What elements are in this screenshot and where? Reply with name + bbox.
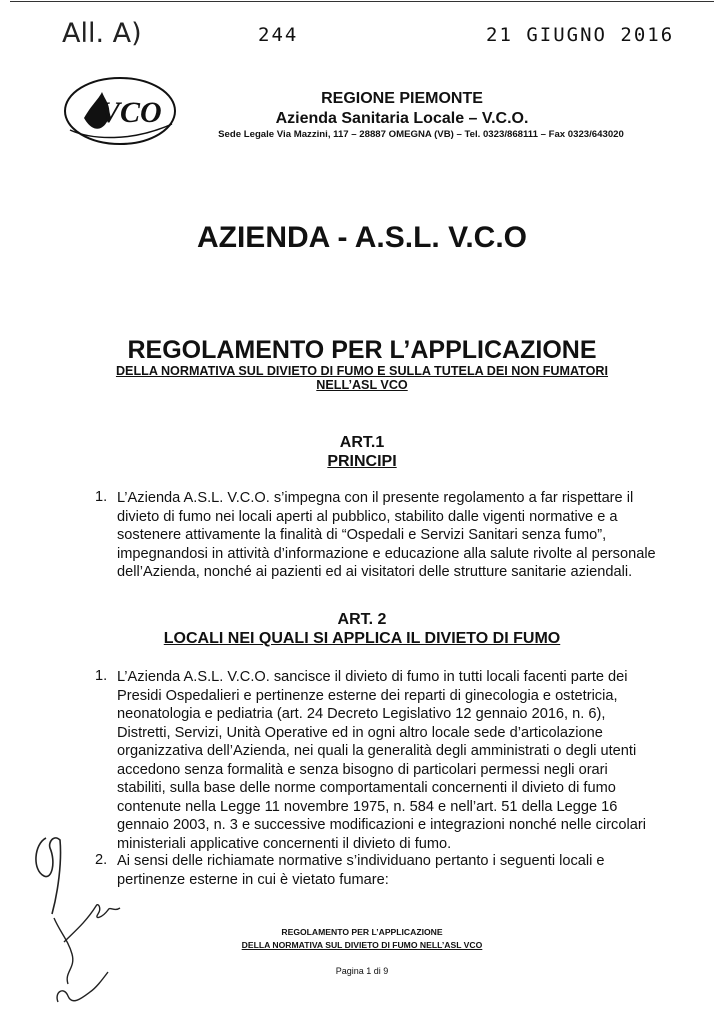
regulation-subtitle-line2: NELL’ASL VCO [316,378,408,392]
art2-item1-number: 1. [95,668,108,684]
art1-line: divieto di fumo nei locali aperti al pubblico, stabilito dalle vigenti normative e a [117,508,618,525]
legal-address: Sede Legale Via Mazzini, 117 – 28887 OMEGNA (VB) – Tel. 0323/868111 – Fax 0323/643020 [218,129,624,140]
art1-item-number: 1. [95,489,108,505]
art1-heading: PRINCIPI [327,453,397,470]
art2-item1-line: accedono senza formalità e senza bisogno di particolari permessi negli orari [117,761,608,778]
art2-item1-line: ministeriali applicative concernenti il divieto di fumo. [117,835,452,852]
art1-line: dell’Azienda, nonché ai pazienti ed ai visitatori delle strutture sanitarie aziendali. [117,564,633,580]
art1-line: impegnandosi in attività d’informazione e educazione alla salute rivolte al personale [117,545,656,562]
art2-item1-line: Distretti, Servizi, Unità Operative ed in ogni altro locale sede d’articolazione [117,724,603,741]
art2-item1-line: gennaio 2003, n. 3 e successive modificazioni e integrazioni nonché nelle circolari [117,817,646,833]
art1-line: L’Azienda A.S.L. V.C.O. s’impegna con il presente regolamento a far rispettare il [117,490,634,506]
art2-item2-line: Ai sensi delle richiamate normative s’individuano pertanto i seguenti locali e [117,853,605,869]
asl-name: Azienda Sanitaria Locale – V.C.O. [275,110,529,127]
handwritten-attachment-ref: All. A) [62,18,142,49]
art2-item1-line: L’Azienda A.S.L. V.C.O. sancisce il divieto di fumo in tutti locali facenti parte dei [117,669,628,685]
page-number: Pagina 1 di 9 [335,966,389,976]
art2-item1-line: stabiliti, sulla base delle norme comportamentali concernenti il divieto di fumo [117,780,616,796]
document-title: AZIENDA - A.S.L. V.C.O [196,221,528,254]
footer-line1: REGOLAMENTO PER L’APPLICAZIONE [281,927,443,937]
art2-heading: LOCALI NEI QUALI SI APPLICA IL DIVIETO DI FUMO [163,630,561,647]
art2-item1-paragraph [117,668,661,853]
art1-line: sostenere attivamente la finalità di “Ospedali e Servizi Sanitari senza fumo”, [117,527,607,543]
art2-number: ART. 2 [337,611,387,628]
art2-item1-line: contenute nella Legge 11 novembre 1975, n. 584 e nell’art. 51 della Legge 16 [117,798,618,815]
footer-line2: DELLA NORMATIVA SUL DIVIETO DI FUMO NELL’ASL VCO [241,940,483,950]
logo-text: VCO [100,96,162,129]
asl-vco-logo [62,74,182,150]
protocol-number-stamp: 244 [258,24,299,46]
region-name: REGIONE PIEMONTE [321,90,483,107]
art2-item2-paragraph [117,852,661,889]
art1-number: ART.1 [339,434,385,451]
date-stamp: 21 GIUGNO 2016 [486,24,675,46]
scan-top-edge [10,1,714,2]
art1-paragraph [117,489,661,582]
art2-item1-line: neonatologia e pediatria (art. 24 Decreto Legislativo 12 gennaio 2016, n. 6), [117,706,606,722]
handwritten-initials [24,822,134,1022]
art2-item2-number: 2. [95,852,108,868]
regulation-title: REGOLAMENTO PER L’APPLICAZIONE [127,336,597,364]
art2-item1-line: organizzativa dell’Azienda, nei quali la generalità degli amministrati o degli utenti [117,743,637,759]
art2-item2-line: pertinenze esterne in cui è vietato fumare: [117,871,389,888]
regulation-subtitle-line1: DELLA NORMATIVA SUL DIVIETO DI FUMO E SULLA TUTELA DEI NON FUMATORI [115,364,609,378]
art2-item1-line: Presidi Ospedalieri e pertinenze esterne dei reparti di ginecologia e ostetricia, [117,687,618,704]
